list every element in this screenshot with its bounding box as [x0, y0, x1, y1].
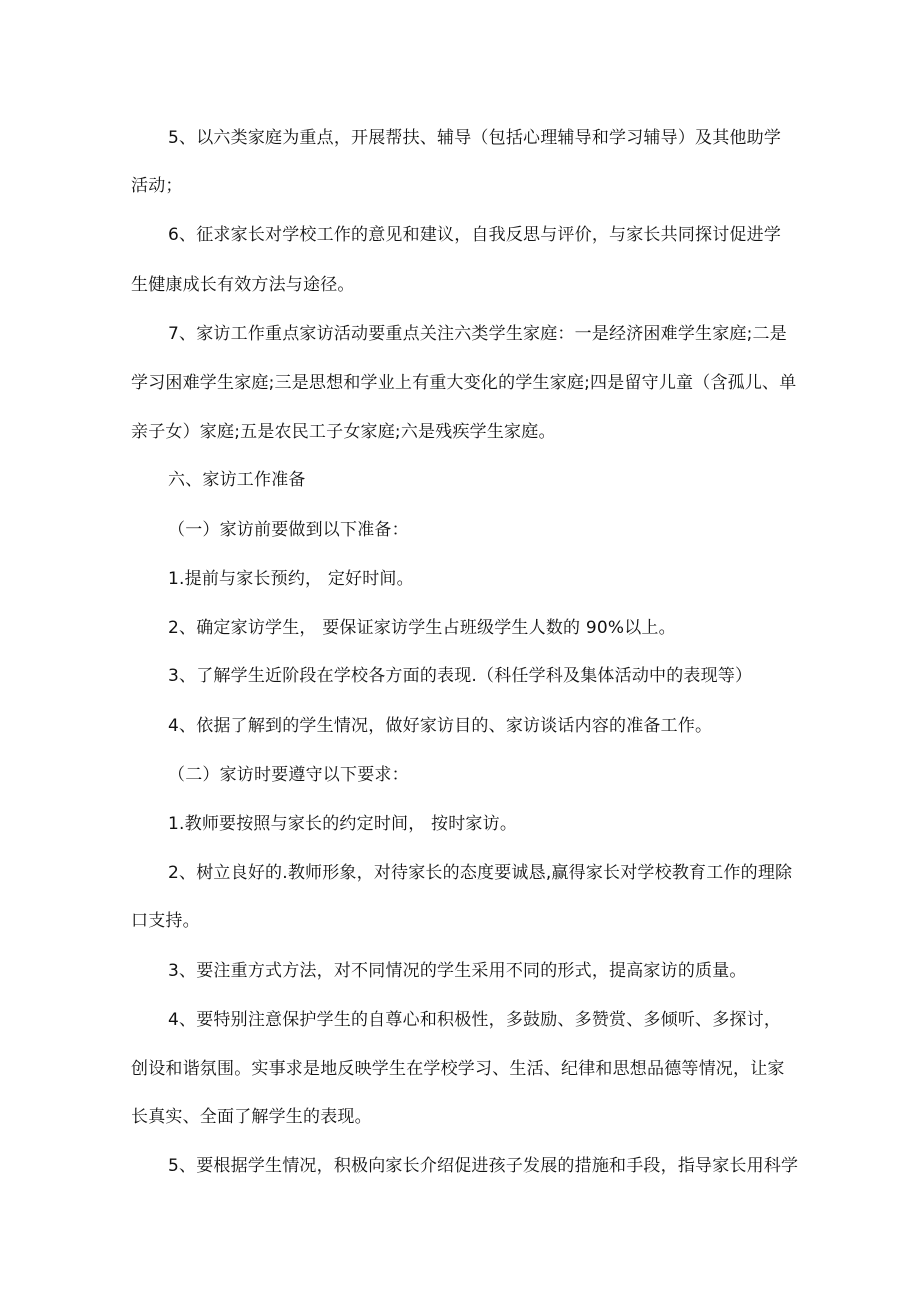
paragraph-line: 7、家访工作重点家访活动要重点关注六类学生家庭：一是经济困难学生家庭;二是 [168, 324, 787, 344]
list-item: 4、依据了解到的学生情况，做好家访目的、家访谈话内容的准备工作。 [168, 716, 713, 736]
list-item: 3、了解学生近阶段在学校各方面的表现.（科任学科及集体活动中的表现等） [168, 666, 753, 686]
paragraph-line: 长真实、全面了解学生的表现。 [131, 1107, 372, 1127]
list-item: 1.提前与家长预约， 定好时间。 [168, 569, 414, 589]
subsection-heading: （二）家访时要遵守以下要求： [168, 765, 409, 785]
paragraph-line: 活动； [131, 176, 183, 196]
paragraph-line: 生健康成长有效方法与途径。 [131, 275, 355, 295]
list-item: 4、要特别注意保护学生的自尊心和积极性，多鼓励、多赞赏、多倾听、多探讨， [168, 1010, 782, 1030]
paragraph-line: 6、征求家长对学校工作的意见和建议，自我反思与评价，与家长共同探讨促进学 [168, 225, 782, 245]
paragraph-line: 亲子女）家庭;五是农民工子女家庭;六是残疾学生家庭。 [131, 422, 556, 442]
section-heading: 六、家访工作准备 [168, 470, 306, 490]
paragraph-line: 学习困难学生家庭;三是思想和学业上有重大变化的学生家庭;四是留守儿童（含孤儿、单 [131, 373, 797, 393]
list-item: 1.教师要按照与家长的约定时间， 按时家访。 [168, 814, 518, 834]
paragraph-line: 5、以六类家庭为重点，开展帮扶、辅导（包括心理辅导和学习辅导）及其他助学 [168, 128, 782, 148]
paragraph-line: 创设和谐氛围。实事求是地反映学生在学校学习、生活、纪律和思想品德等情况，让家 [131, 1059, 785, 1079]
list-item: 5、要根据学生情况，积极向家长介绍促进孩子发展的措施和手段，指导家长用科学 [168, 1156, 799, 1176]
list-item: 2、确定家访学生， 要保证家访学生占班级学生人数的 90%以上。 [168, 618, 676, 638]
subsection-heading: （一）家访前要做到以下准备： [168, 520, 409, 540]
paragraph-line: 口支持。 [131, 911, 200, 931]
list-item: 2、树立良好的.教师形象，对待家长的态度要诚恳,赢得家长对学校教育工作的理除 [168, 863, 793, 883]
list-item: 3、要注重方式方法，对不同情况的学生采用不同的形式，提高家访的质量。 [168, 961, 747, 981]
